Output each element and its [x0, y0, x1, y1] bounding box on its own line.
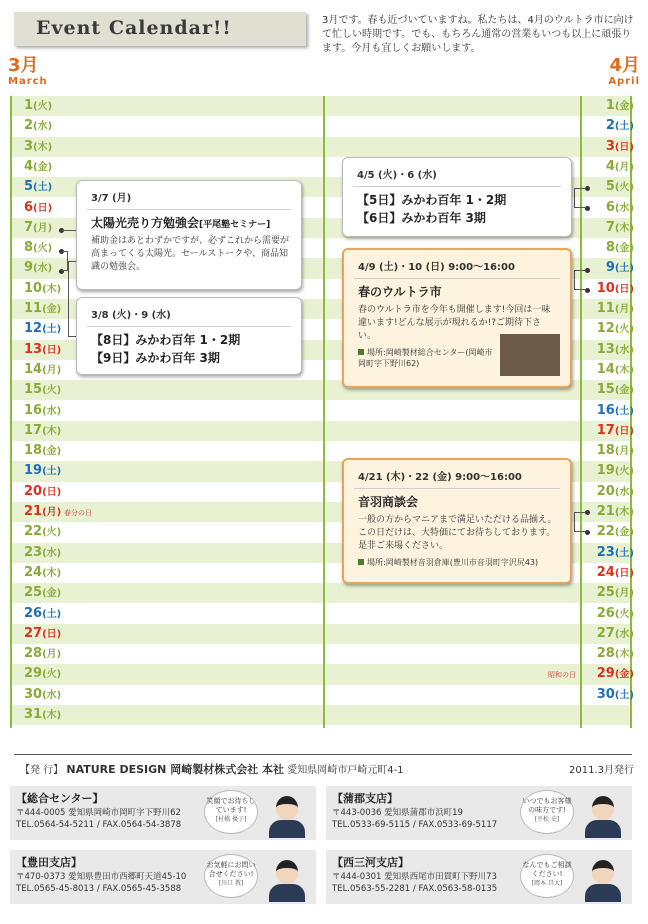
company-address: 愛知県岡崎市戸崎元町4-1: [287, 765, 404, 776]
event-title-text: 太陽光売り方勉強会: [91, 216, 200, 230]
event-body: 補助金はあとわずかですが、必ずこれから需要が高まってくる太陽光。セールストークや、商品知識の勉強会。: [91, 236, 290, 272]
branch-card: [326, 786, 632, 840]
branch-address: [332, 807, 497, 831]
month-label-march: [8, 56, 48, 87]
connector-bracket: [574, 188, 586, 208]
staff-head: [592, 860, 614, 884]
day-number: 23: [24, 544, 43, 560]
bubble-text: なんでもご相談ください!: [522, 861, 572, 878]
event-date: 3/7 (月): [91, 193, 132, 204]
day-number: 10: [596, 280, 615, 296]
march-day-31: [24, 705, 61, 726]
day-number: 24: [24, 564, 43, 580]
event-tag: [平尾塾セミナー]: [199, 220, 271, 230]
connector-line: [62, 230, 76, 231]
day-weekday: (土): [33, 182, 53, 194]
day-number: 27: [24, 625, 43, 641]
publisher-label: 【発 行】: [20, 765, 64, 776]
month-april-en: April: [608, 76, 640, 87]
calendar-row-stripe: [10, 421, 632, 441]
day-number: 7: [605, 219, 615, 235]
march-day-1: [24, 96, 52, 117]
calendar-row-stripe: [10, 685, 632, 705]
day-number: 16: [24, 402, 43, 418]
branch-name: 【西三河支店】: [332, 856, 409, 869]
staff-body: [269, 884, 305, 902]
event-lines: [77, 327, 301, 367]
april-day-13: [597, 340, 634, 361]
event-line: 【5日】みかわ百年 1・2期: [357, 193, 507, 207]
staff-photo: [266, 792, 306, 838]
bubble-text: 笑顔でお待ちしています!: [206, 797, 256, 814]
day-weekday: (月): [42, 364, 62, 376]
footer-publisher: [20, 761, 404, 777]
staff-head: [276, 860, 298, 884]
day-number: 21: [24, 504, 43, 519]
day-number: 2: [24, 118, 34, 134]
day-weekday: (水): [42, 689, 62, 701]
staff-photo: [266, 856, 306, 902]
day-number: 13: [596, 341, 615, 357]
march-day-6: [24, 198, 52, 219]
day-weekday: (月): [614, 446, 634, 458]
day-number: 14: [596, 361, 615, 377]
april-day-23: [597, 543, 634, 564]
branch-address: [16, 871, 186, 895]
day-weekday: (日): [33, 202, 53, 214]
april-day-24: [597, 563, 634, 584]
april-day-10: [597, 279, 634, 300]
month-march: 3月: [8, 55, 39, 76]
day-weekday: (金): [42, 446, 62, 458]
day-weekday: (水): [42, 405, 62, 417]
day-number: 14: [24, 361, 43, 377]
day-weekday: (水): [42, 547, 62, 559]
march-day-11: [24, 299, 61, 320]
day-number: 26: [24, 605, 43, 621]
speech-bubble: [204, 854, 258, 898]
april-day-18: [597, 441, 634, 462]
march-day-29: [24, 664, 61, 685]
day-weekday: (木): [42, 283, 62, 295]
day-number: 5: [605, 179, 615, 195]
branch-card: [10, 786, 316, 840]
branch-postal: 〒443-0036 愛知県蒲郡市浜町19: [332, 808, 463, 818]
day-weekday: (土): [614, 263, 634, 275]
day-weekday: (金): [614, 527, 634, 539]
day-number: 12: [596, 321, 615, 337]
day-number: 8: [24, 240, 34, 256]
branch-name: 【蒲郡支店】: [332, 792, 398, 805]
event-place: [344, 553, 570, 568]
march-day-12: [24, 319, 61, 340]
day-number: 3: [24, 138, 34, 154]
march-day-23: [24, 543, 61, 564]
day-weekday: (木): [33, 141, 53, 153]
page-title: Event Calendar!!: [36, 17, 232, 39]
connector-bracket: [574, 512, 586, 532]
speech-bubble: [520, 790, 574, 834]
day-number: 20: [596, 483, 615, 499]
day-number: 19: [24, 463, 43, 479]
speech-bubble: [204, 790, 258, 834]
branch-name: 【豊田支店】: [16, 856, 82, 869]
day-weekday: (木): [614, 364, 634, 376]
day-weekday: (日): [614, 141, 634, 153]
day-number: 20: [24, 483, 43, 499]
day-number: 25: [24, 585, 43, 601]
april-day-19: [597, 461, 634, 482]
day-weekday: (木): [42, 567, 62, 579]
day-number: 12: [24, 321, 43, 337]
april-day-21: [597, 502, 634, 523]
day-weekday: (月): [614, 304, 634, 315]
march-day-14: [24, 360, 61, 381]
staff-name: [平松 史]: [534, 816, 560, 823]
day-weekday: (金): [614, 101, 634, 112]
day-weekday: (火): [42, 669, 62, 681]
calendar-row-stripe: [10, 664, 632, 684]
day-weekday: (日): [614, 283, 634, 295]
march-day-20: [24, 482, 61, 503]
day-weekday: (土): [42, 324, 62, 336]
event-card-march-hundred[interactable]: [76, 297, 302, 375]
april-day-12: [597, 319, 634, 340]
april-day-1: [606, 96, 634, 117]
day-number: 5: [24, 179, 34, 195]
day-weekday: (火): [33, 243, 53, 255]
april-day-11: [597, 299, 634, 320]
day-number: 24: [596, 564, 615, 580]
day-number: 25: [596, 585, 615, 601]
branch-card: [326, 850, 632, 904]
day-number: 11: [596, 301, 615, 316]
april-day-22: [597, 522, 634, 543]
day-number: 28: [24, 646, 43, 662]
day-weekday: (日): [42, 344, 62, 356]
event-date: 4/21 (木)・22 (金) 9:00〜16:00: [358, 472, 522, 483]
day-weekday: (木): [614, 222, 634, 234]
march-day-25: [24, 583, 61, 604]
branch-phone: TEL.0565-45-8013 / FAX.0565-45-3588: [16, 884, 182, 894]
day-number: 26: [596, 605, 615, 621]
march-day-5: [24, 177, 52, 198]
day-weekday: (日): [42, 486, 62, 498]
march-day-19: [24, 461, 61, 482]
event-card-otowa[interactable]: [342, 458, 572, 584]
speech-bubble: [520, 854, 574, 898]
day-number: 22: [596, 524, 615, 540]
event-date: 4/9 (土)・10 (日) 9:00〜16:00: [358, 262, 515, 273]
day-weekday: (火): [614, 608, 634, 620]
event-photo: [500, 334, 560, 376]
april-day-28: [597, 644, 634, 665]
footer-divider: [14, 754, 632, 755]
event-card-april-hundred[interactable]: [342, 157, 572, 237]
company-name: NATURE DESIGN 岡崎製材株式会社 本社: [66, 763, 285, 776]
day-weekday: (水): [614, 202, 634, 214]
april-day-26: [597, 604, 634, 625]
branch-postal: 〒470-0373 愛知県豊田市西郷町天道45-10: [16, 872, 187, 882]
month-march-en: March: [8, 76, 48, 87]
day-number: 1: [605, 98, 615, 113]
day-weekday: (木): [42, 425, 62, 437]
branch-address: [332, 871, 497, 895]
day-weekday: (金): [614, 243, 634, 255]
day-number: 2: [605, 118, 615, 134]
calendar-row-stripe: [10, 96, 632, 116]
march-day-4: [24, 157, 52, 178]
day-number: 6: [24, 199, 34, 215]
event-place-text: 場所:岡崎製材音羽倉庫(豊川市音羽町字沢尻43): [367, 558, 539, 567]
branch-phone: TEL.0563-55-2281 / FAX.0563-58-0135: [332, 884, 498, 894]
day-weekday: (土): [614, 547, 634, 559]
april-day-4: [606, 157, 634, 178]
april-day-3: [606, 137, 634, 158]
event-lines: [343, 187, 571, 227]
march-day-3: [24, 137, 52, 158]
march-day-15: [24, 380, 61, 401]
holiday-label-march: 春分の日: [64, 509, 92, 517]
day-weekday: (木): [614, 507, 634, 518]
event-title: 音羽商談会: [358, 495, 419, 509]
april-day-5: [606, 177, 634, 198]
day-number: 7: [24, 219, 34, 235]
issue-date: 2011.3月発行: [569, 765, 634, 776]
day-number: 16: [596, 402, 615, 418]
april-day-6: [606, 198, 634, 219]
staff-body: [269, 820, 305, 838]
day-weekday: (月): [42, 649, 62, 661]
day-weekday: (月): [33, 222, 53, 234]
april-day-27: [597, 624, 634, 645]
event-line: 【8日】みかわ百年 1・2期: [91, 333, 241, 347]
event-place-text: 場所:岡崎製材総合センター(岡崎市岡町字下野川62): [358, 348, 493, 368]
event-title: 春のウルトラ市: [358, 285, 442, 299]
april-day-14: [597, 360, 634, 381]
staff-name: [岡本 昌大]: [531, 880, 563, 887]
event-card-seminar[interactable]: [76, 180, 302, 290]
march-day-10: [24, 279, 61, 300]
march-day-21: [24, 502, 61, 523]
day-weekday: (月): [42, 507, 62, 518]
branch-phone: TEL.0564-54-5211 / FAX.0564-54-3878: [16, 820, 182, 830]
march-day-7: [24, 218, 52, 239]
day-number: 3: [605, 138, 615, 154]
place-bullet-icon: [358, 349, 364, 355]
day-number: 21: [596, 504, 615, 519]
place-bullet-icon: [358, 559, 364, 565]
day-number: 22: [24, 524, 43, 540]
day-weekday: (火): [33, 101, 53, 112]
day-weekday: (水): [614, 628, 634, 640]
event-line: 【9日】みかわ百年 3期: [91, 351, 220, 365]
day-number: 19: [596, 463, 615, 479]
day-weekday: (火): [42, 385, 62, 397]
day-weekday: (金): [614, 669, 634, 681]
april-day-8: [606, 238, 634, 259]
april-day-29: [597, 664, 634, 685]
event-body: 一般の方からマニアまで満足いただける品揃え。この日だけは、大特価にてお待ちしております。是非ご来場ください。: [358, 515, 557, 551]
staff-photo: [582, 856, 622, 902]
day-weekday: (火): [614, 466, 634, 478]
april-day-30: [597, 685, 634, 706]
day-weekday: (水): [614, 486, 634, 498]
staff-body: [585, 820, 621, 838]
march-day-2: [24, 116, 52, 137]
day-number: 13: [24, 341, 43, 357]
march-day-16: [24, 401, 61, 422]
branch-card: [10, 850, 316, 904]
day-weekday: (日): [614, 425, 634, 437]
event-title: [77, 210, 301, 231]
march-day-8: [24, 238, 52, 259]
staff-name: [村橋 優子]: [215, 816, 247, 823]
day-number: 27: [596, 625, 615, 641]
day-number: 6: [605, 199, 615, 215]
staff-body: [585, 884, 621, 902]
staff-name: [川口 教]: [218, 880, 244, 887]
march-day-13: [24, 340, 61, 361]
day-number: 31: [24, 707, 43, 722]
april-day-7: [606, 218, 634, 239]
holiday-label-april: 昭和の日: [548, 671, 576, 679]
march-day-24: [24, 563, 61, 584]
march-day-30: [24, 685, 61, 706]
calendar-row-stripe: [10, 624, 632, 644]
day-number: 8: [605, 240, 615, 256]
day-weekday: (土): [42, 466, 62, 478]
day-number: 29: [596, 666, 615, 682]
day-number: 18: [596, 443, 615, 459]
branch-name: 【総合センター】: [16, 792, 104, 805]
day-weekday: (月): [614, 588, 634, 600]
day-weekday: (火): [614, 182, 634, 194]
march-day-9: [24, 258, 52, 279]
intro-text: 3月です。春も近づいていますね。私たちは、4月のウルトラ市に向けて忙しい時期です。でも、もちろん通常の営業もいつも以上に頑張ります。今月も宜しくお願いします。: [322, 15, 634, 54]
calendar-row-stripe: [10, 644, 632, 664]
day-weekday: (火): [614, 324, 634, 336]
branch-postal: 〒444-0301 愛知県西尾市田貫町下野川73: [332, 872, 497, 882]
calendar-row-stripe: [10, 116, 632, 136]
day-weekday: (金): [33, 161, 53, 173]
day-number: 4: [24, 158, 34, 174]
day-number: 23: [596, 544, 615, 560]
day-number: 28: [596, 646, 615, 662]
calendar-row-stripe: [10, 583, 632, 603]
staff-head: [592, 796, 614, 820]
day-weekday: (土): [42, 608, 62, 620]
connector-line: [68, 261, 76, 337]
march-day-28: [24, 644, 61, 665]
day-number: 18: [24, 443, 43, 459]
day-number: 17: [24, 422, 43, 438]
branch-address: [16, 807, 181, 831]
day-weekday: (水): [33, 121, 53, 133]
day-number: 30: [24, 686, 43, 702]
event-line: 【6日】みかわ百年 3期: [357, 211, 486, 225]
april-day-15: [597, 380, 634, 401]
day-weekday: (日): [614, 567, 634, 579]
day-weekday: (水): [33, 263, 53, 275]
day-weekday: (日): [42, 628, 62, 640]
day-weekday: (金): [42, 588, 62, 600]
grid-line-left: [10, 96, 12, 728]
day-number: 17: [596, 422, 615, 438]
day-number: 15: [24, 382, 43, 398]
day-weekday: (土): [614, 121, 634, 133]
day-weekday: (月): [614, 161, 634, 173]
calendar-row-stripe: [10, 137, 632, 157]
day-number: 30: [596, 686, 615, 702]
march-day-26: [24, 604, 61, 625]
day-weekday: (火): [42, 527, 62, 539]
event-body: 春のウルトラ市を今年も開催します!今回は一味違います!どんな展示が現れるか!?ご期待下さい。: [358, 305, 551, 341]
day-weekday: (金): [42, 304, 62, 315]
day-weekday: (土): [614, 689, 634, 701]
day-weekday: (土): [614, 405, 634, 417]
march-day-27: [24, 624, 61, 645]
day-weekday: (木): [614, 649, 634, 661]
april-day-16: [597, 401, 634, 422]
day-number: 15: [596, 382, 615, 398]
calendar-row-stripe: [10, 604, 632, 624]
april-day-25: [597, 583, 634, 604]
march-day-18: [24, 441, 61, 462]
april-day-9: [606, 258, 634, 279]
month-label-april: [608, 56, 640, 87]
day-weekday: (金): [614, 385, 634, 397]
day-number: 9: [24, 260, 34, 276]
title-banner: [14, 12, 306, 46]
staff-photo: [582, 792, 622, 838]
month-april: 4月: [609, 55, 640, 76]
day-number: 1: [24, 98, 34, 113]
connector-bracket: [574, 270, 586, 290]
march-day-17: [24, 421, 61, 442]
branch-postal: 〒444-0005 愛知県岡崎市岡町字下野川62: [16, 808, 181, 818]
day-number: 10: [24, 280, 43, 296]
march-day-22: [24, 522, 61, 543]
event-card-ultra[interactable]: [342, 248, 572, 388]
bubble-text: いつでもお客様の味方です!: [522, 797, 572, 814]
day-number: 11: [24, 301, 43, 316]
branch-phone: TEL.0533-69-5115 / FAX.0533-69-5117: [332, 820, 498, 830]
day-weekday: (木): [42, 710, 62, 721]
grid-line-center: [323, 96, 325, 728]
day-number: 9: [605, 260, 615, 276]
event-date: 3/8 (火)・9 (水): [91, 310, 171, 321]
day-number: 4: [605, 158, 615, 174]
day-weekday: (水): [614, 344, 634, 356]
april-day-20: [597, 482, 634, 503]
staff-head: [276, 796, 298, 820]
calendar-row-stripe: [10, 705, 632, 725]
event-date: 4/5 (火)・6 (水): [357, 170, 437, 181]
april-day-17: [597, 421, 634, 442]
calendar-row-stripe: [10, 401, 632, 421]
day-number: 29: [24, 666, 43, 682]
april-day-2: [606, 116, 634, 137]
bubble-text: お気軽にお問い合せください!: [206, 861, 256, 878]
